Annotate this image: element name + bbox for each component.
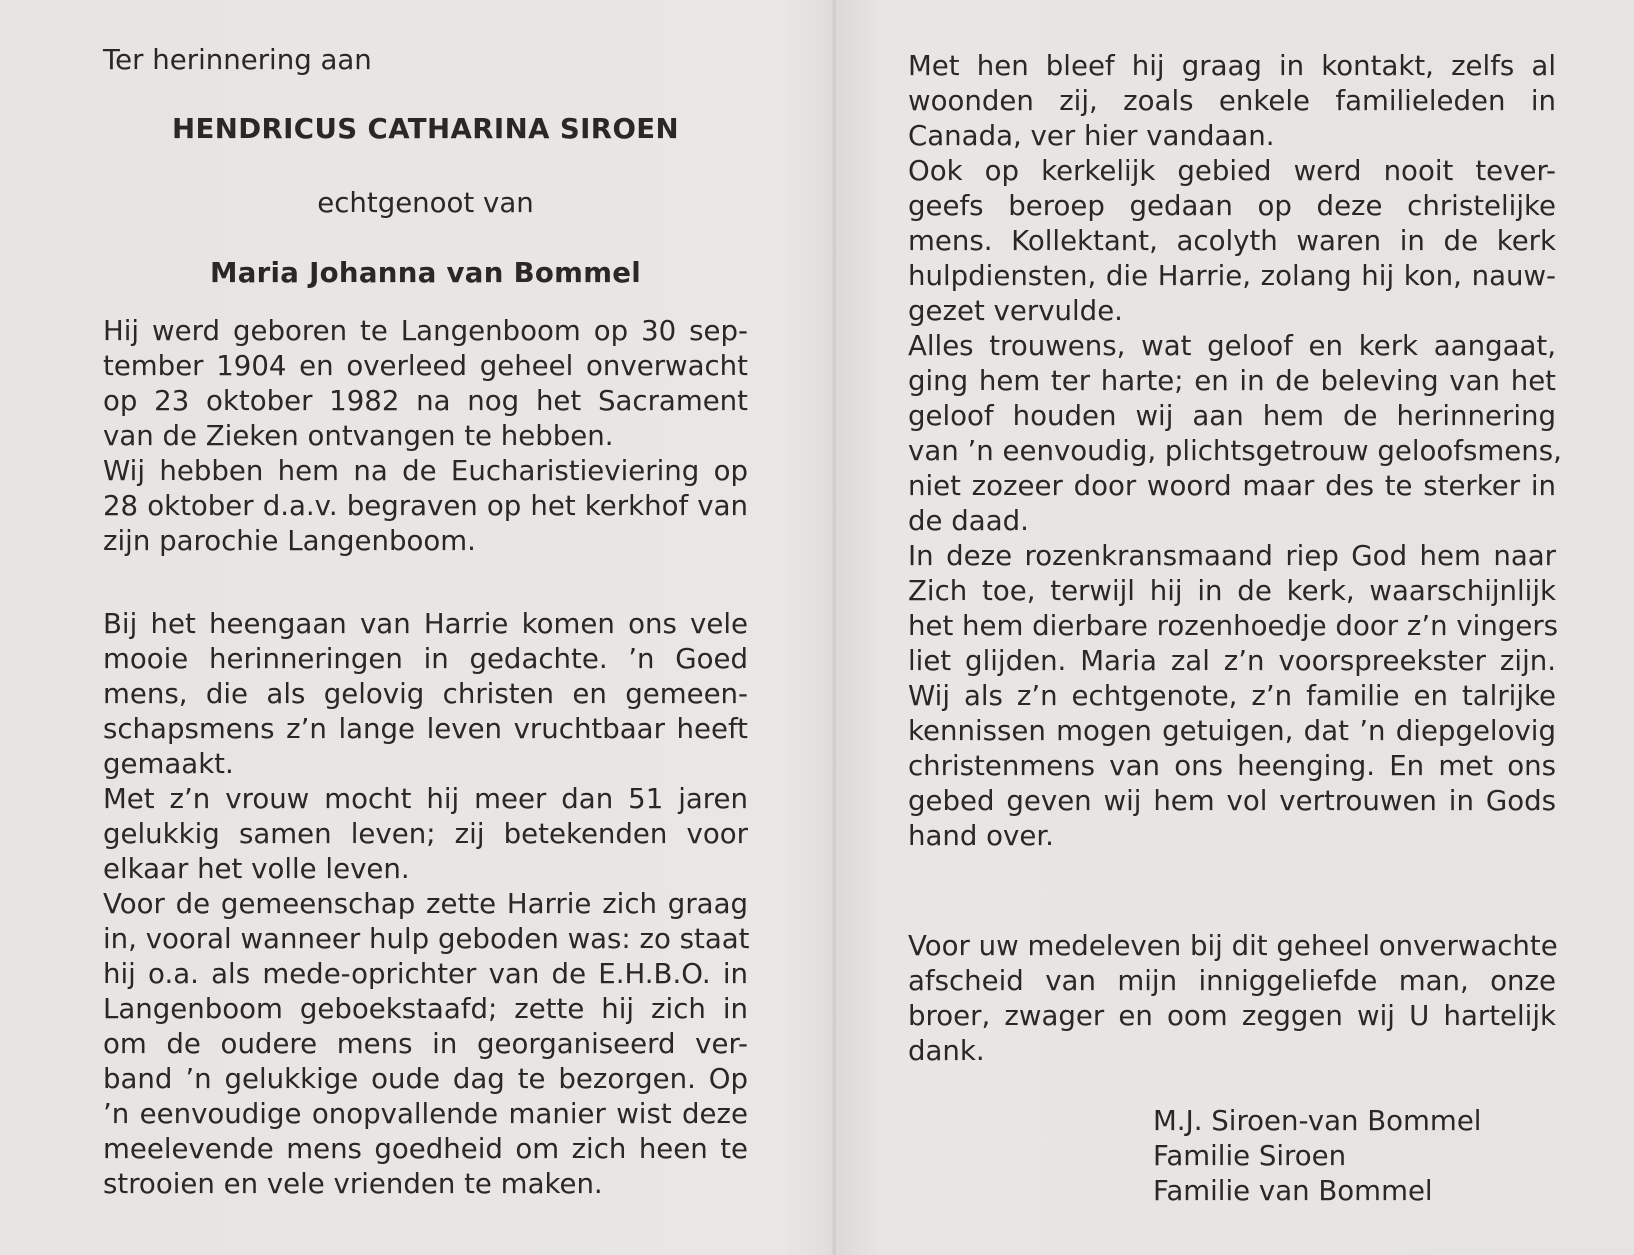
text-line: gezet vervulde. <box>908 294 1123 327</box>
text-line: mens, die als gelovig christen en gemeen- <box>103 677 748 710</box>
text-line: woonden zij, zoals enkele familieleden in <box>908 84 1556 117</box>
text-line: band ’n gelukkige oude dag te bezorgen. Op <box>103 1062 748 1095</box>
text-line: Ook op kerkelijk gebied werd nooit tever- <box>908 154 1556 187</box>
left-paragraph-1 <box>103 313 748 558</box>
text-line: 28 oktober d.a.v. begraven op het kerkhof van <box>103 489 748 522</box>
text-line: van de Zieken ontvangen te hebben. <box>103 419 614 452</box>
text-line: afscheid van mijn inniggeliefde man, onze <box>908 964 1556 997</box>
text-line: zijn parochie Langenboom. <box>103 524 476 557</box>
text-line: Wij als z’n echtgenote, z’n familie en talrijke <box>908 679 1556 712</box>
text-line: hand over. <box>908 819 1054 852</box>
text-line: Langenboom geboekstaafd; zette hij zich in <box>103 992 748 1025</box>
text-line: hij o.a. als mede-oprichter van de E.H.B.O. in <box>103 957 748 990</box>
deceased-name: HENDRICUS CATHARINA SIROEN <box>171 112 680 145</box>
text-line: de daad. <box>908 504 1029 537</box>
text-line: kennissen mogen getuigen, dat ’n diepgelovig <box>908 714 1556 747</box>
text-line: In deze rozenkransmaand riep God hem naar <box>908 539 1556 572</box>
text-line: Zich toe, terwijl hij in de kerk, waarschijnlijk <box>908 574 1556 607</box>
text-line: schapsmens z’n lange leven vruchtbaar heeft <box>103 712 748 745</box>
signature-line: Familie van Bommel <box>1153 1174 1433 1207</box>
text-line: Bij het heengaan van Harrie komen ons vele <box>103 607 748 640</box>
text-line: broer, zwager en oom zeggen wij U hartelijk <box>908 999 1556 1032</box>
signatures <box>1153 1103 1481 1208</box>
text-line: Met z’n vrouw mocht hij meer dan 51 jaren <box>103 782 748 815</box>
signature-line: Familie Siroen <box>1153 1139 1347 1172</box>
text-line: het hem dierbare rozenhoedje door z’n vingers <box>908 609 1559 642</box>
text-line: Voor de gemeenschap zette Harrie zich graag <box>103 887 748 920</box>
thanks-paragraph <box>908 928 1556 1068</box>
text-line: strooien en vele vrienden te maken. <box>103 1167 603 1200</box>
text-line: in, vooral wanneer hulp geboden was: zo staat <box>103 922 750 955</box>
card-fold <box>832 0 838 1255</box>
text-line: tember 1904 en overleed geheel onverwacht <box>103 349 748 382</box>
text-line: niet zozeer door woord maar des te sterker in <box>908 469 1556 502</box>
text-line: gelukkig samen leven; zij betekenden voor <box>103 817 748 850</box>
text-line: op 23 oktober 1982 na nog het Sacrament <box>103 384 748 417</box>
text-line: Alles trouwens, wat geloof en kerk aangaat, <box>908 329 1556 362</box>
text-line: gebed geven wij hem vol vertrouwen in Gods <box>908 784 1556 817</box>
text-line: elkaar het volle leven. <box>103 852 410 885</box>
right-paragraph-1 <box>908 48 1562 853</box>
text-line: mooie herinneringen in gedachte. ’n Goed <box>103 642 748 675</box>
left-paragraph-2 <box>103 606 748 1201</box>
text-line: Voor uw medeleven bij dit geheel onverwachte <box>908 929 1558 962</box>
text-line: Canada, ver hier vandaan. <box>908 119 1275 152</box>
text-line: gemaakt. <box>103 747 234 780</box>
text-line: Hij werd geboren te Langenboom op 30 sep- <box>103 314 748 347</box>
intro-text: Ter herinnering aan <box>103 43 372 76</box>
text-line: christenmens van ons heenging. En met ons <box>908 749 1556 782</box>
spouse-label: echtgenoot van <box>317 186 534 219</box>
text-line: hulpdiensten, die Harrie, zolang hij kon, nauw- <box>908 259 1556 292</box>
text-line: geloof houden wij aan hem de herinnering <box>908 399 1556 432</box>
text-line: liet glijden. Maria zal z’n voorspreekster zijn. <box>908 644 1556 677</box>
spouse-name: Maria Johanna van Bommel <box>209 256 642 289</box>
text-line: mens. Kollektant, acolyth waren in de kerk <box>908 224 1556 257</box>
text-line: Wij hebben hem na de Eucharistieviering op <box>103 454 748 487</box>
text-line: geefs beroep gedaan op deze christelijke <box>908 189 1556 222</box>
text-line: om de oudere mens in georganiseerd ver- <box>103 1027 748 1060</box>
text-line: van ’n eenvoudig, plichtsgetrouw geloofsmens, <box>908 434 1562 467</box>
text-line: ’n eenvoudige onopvallende manier wist deze <box>103 1097 748 1130</box>
text-line: Met hen bleef hij graag in kontakt, zelfs al <box>908 49 1556 82</box>
text-line: ging hem ter harte; en in de beleving van het <box>908 364 1556 397</box>
signature-line: M.J. Siroen-van Bommel <box>1153 1104 1482 1137</box>
text-line: dank. <box>908 1034 985 1067</box>
text-line: meelevende mens goedheid om zich heen te <box>103 1132 748 1165</box>
